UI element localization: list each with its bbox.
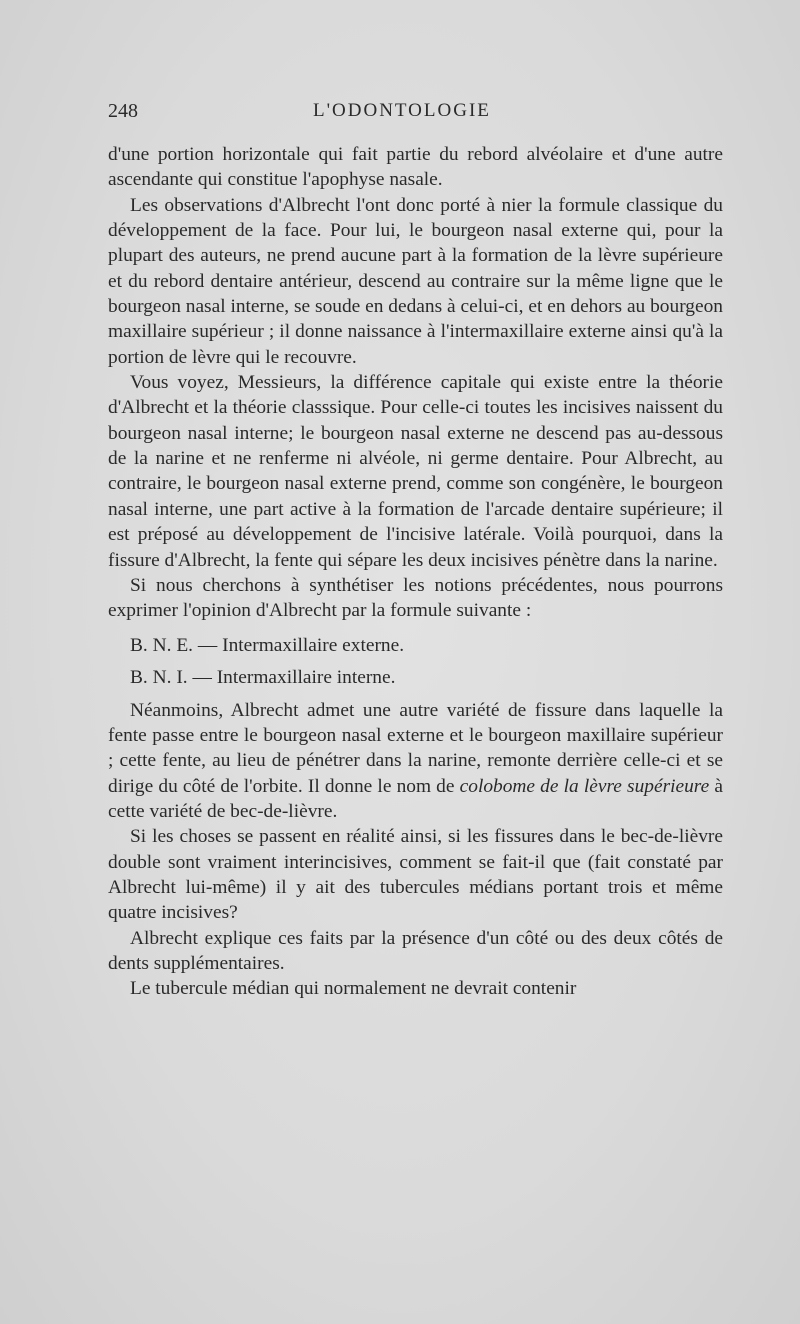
page-number: 248: [108, 100, 138, 122]
paragraph-continuation: d'une portion horizontale qui fait partie du rebord alvéolaire et d'une autre ascendante qui constitue l'apophyse nasale.: [108, 144, 723, 191]
paragraph-median-tubercle: Le tubercule médian qui normalement ne devrait contenir: [130, 978, 577, 1000]
colobome-text-after: à cette variété de bec-de-lièvre.: [108, 775, 724, 822]
formula: [108, 630, 723, 694]
paragraph-difference: Vous voyez, Messieurs, la différence capitale qui existe entre la théorie d'Albrecht et la théorie classsique. Pour celle-ci toutes les incisives naissent du bourgeon nasal interne; le bourgeon nasal externe ne descend pas au-dessous de la narine et ne renferme ni alvéole, ni germe dentaire. Pour Albrecht, au contraire, le bourgeon nasal externe prend, comme son congénère, le bourgeon nasal interne, une part active à la formation de l'arcade dentaire supérieure; il est préposé au développement de l'incisive latérale. Voilà pourquoi, dans la fissure d'Albrecht, la fente qui sépare les deux incisives pénètre dans la narine.: [108, 372, 723, 571]
page-header: [108, 100, 723, 130]
paragraph-colobome: [108, 698, 723, 825]
paragraph-explanation: Albrecht explique ces faits par la présence d'un côté ou des deux côtés de dents supplémentaires.: [108, 927, 723, 974]
paragraph-question: Si les choses se passent en réalité ainsi, si les fissures dans le bec-de-lièvre double sont vraiment interincisives, comment se fait-il que (fait constaté par Albrecht lui-même) il y ait des tubercules médians portant trois et même quatre incisives?: [108, 826, 723, 924]
colobome-text-before: Néanmoins, Albrecht admet une autre variété de fissure dans laquelle la fente passe entre le bourgeon nasal externe et le bourgeon maxillaire supérieur ; cette fente, au lieu de pénétrer dans la narine, remonte derrière celle-ci et se dirige du côté de l'orbite. Il donne le nom de: [108, 699, 723, 797]
colobome-term: colobome de la lèvre supérieure: [459, 775, 710, 797]
paragraph-observations: Les observations d'Albrecht l'ont donc porté à nier la formule classique du développement de la face. Pour lui, le bourgeon nasal externe qui, pour la plupart des auteurs, ne prend aucune part à la formation de la lèvre supérieure et du rebord dentaire antérieur, descend au contraire sur la même ligne que le bourgeon nasal interne, se soude en dedans à celui-ci, et en dehors au bourgeon maxillaire supérieur ; il donne naissance à l'intermaxillaire externe ainsi qu'à la portion de lèvre qui le recouvre.: [108, 194, 723, 368]
formula-line-bne: B. N. E. — Intermaxillaire externe.: [130, 634, 405, 656]
running-head: L'ODONTOLOGIE: [313, 100, 491, 121]
body-text: [108, 142, 723, 1002]
paragraph-synthesis: Si nous cherchons à synthétiser les notions précédentes, nous pourrons exprimer l'opinion d'Albrecht par la formule suivante :: [108, 574, 723, 622]
formula-line-bni: B. N. I. — Intermaxillaire interne.: [130, 666, 396, 688]
